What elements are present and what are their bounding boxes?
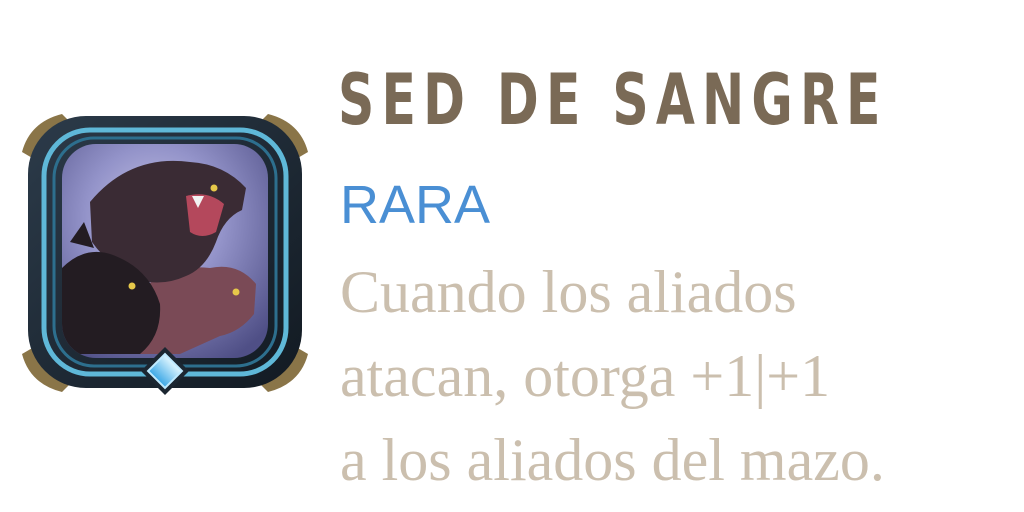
description-line: a los aliados del mazo. <box>340 427 885 493</box>
card-description <box>340 250 1020 502</box>
description-line: Cuando los aliados <box>340 259 797 325</box>
wolves-art-icon <box>10 92 320 412</box>
card-title: SED DE SANGRE <box>338 59 888 141</box>
description-line: atacan, otorga +1|+1 <box>340 343 831 409</box>
card-art-frame[interactable] <box>10 92 320 412</box>
card-rarity: RARA <box>340 175 491 235</box>
